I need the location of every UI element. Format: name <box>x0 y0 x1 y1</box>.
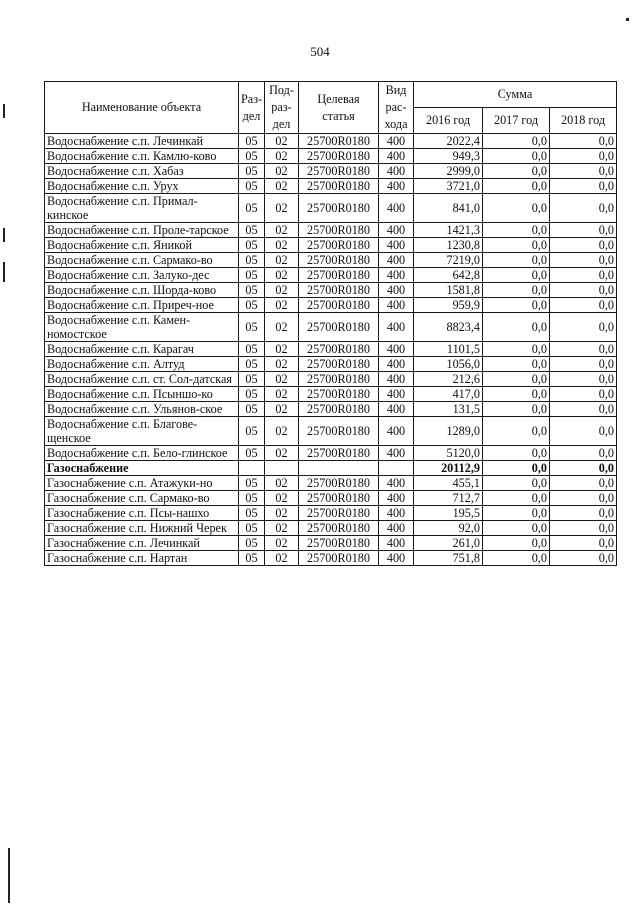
row-sum-2018: 0,0 <box>550 342 617 357</box>
row-sum-2016: 417,0 <box>414 387 483 402</box>
row-expense-type: 400 <box>379 223 414 238</box>
row-subsection: 02 <box>265 387 299 402</box>
row-sum-2017: 0,0 <box>483 521 550 536</box>
row-sum-2018: 0,0 <box>550 387 617 402</box>
row-sum-2017: 0,0 <box>483 461 550 476</box>
row-target: 25700R0180 <box>299 491 379 506</box>
row-name: Водоснабжение с.п. Примал-кинское <box>45 194 239 223</box>
row-sum-2017: 0,0 <box>483 298 550 313</box>
row-name: Водоснабжение с.п. Благове-щенское <box>45 417 239 446</box>
row-name: Водоснабжение с.п. Урух <box>45 179 239 194</box>
row-sum-2018: 0,0 <box>550 268 617 283</box>
table-row <box>45 387 617 402</box>
row-subsection: 02 <box>265 357 299 372</box>
row-target: 25700R0180 <box>299 521 379 536</box>
table-row <box>45 313 617 342</box>
row-section: 05 <box>239 283 265 298</box>
row-name: Водоснабжение с.п. Шорда-ково <box>45 283 239 298</box>
row-section: 05 <box>239 551 265 566</box>
table-row <box>45 536 617 551</box>
table-row <box>45 253 617 268</box>
row-expense-type: 400 <box>379 253 414 268</box>
row-sum-2016: 20112,9 <box>414 461 483 476</box>
row-target: 25700R0180 <box>299 446 379 461</box>
row-name: Газоснабжение с.п. Сармако-во <box>45 491 239 506</box>
row-sum-2018: 0,0 <box>550 417 617 446</box>
row-sum-2018: 0,0 <box>550 253 617 268</box>
row-section: 05 <box>239 357 265 372</box>
table-row <box>45 283 617 298</box>
row-sum-2018: 0,0 <box>550 149 617 164</box>
row-sum-2016: 949,3 <box>414 149 483 164</box>
row-name: Водоснабжение с.п. Лечинкай <box>45 134 239 149</box>
row-section: 05 <box>239 268 265 283</box>
row-sum-2016: 1056,0 <box>414 357 483 372</box>
row-expense-type: 400 <box>379 268 414 283</box>
row-sum-2016: 131,5 <box>414 402 483 417</box>
header-expense-type: Вид рас-хода <box>379 82 414 134</box>
row-target: 25700R0180 <box>299 238 379 253</box>
row-subsection: 02 <box>265 134 299 149</box>
row-sum-2017: 0,0 <box>483 223 550 238</box>
table-row <box>45 342 617 357</box>
table-row <box>45 223 617 238</box>
row-sum-2018: 0,0 <box>550 446 617 461</box>
row-name: Водоснабжение с.п. Псыншо-ко <box>45 387 239 402</box>
row-expense-type: 400 <box>379 476 414 491</box>
table-row <box>45 149 617 164</box>
scan-mark <box>3 262 5 282</box>
row-sum-2018: 0,0 <box>550 536 617 551</box>
row-expense-type: 400 <box>379 506 414 521</box>
row-sum-2018: 0,0 <box>550 194 617 223</box>
row-target <box>299 461 379 476</box>
row-target: 25700R0180 <box>299 476 379 491</box>
row-subsection: 02 <box>265 238 299 253</box>
table-row <box>45 298 617 313</box>
table-row <box>45 446 617 461</box>
row-sum-2016: 642,8 <box>414 268 483 283</box>
row-sum-2018: 0,0 <box>550 461 617 476</box>
row-section: 05 <box>239 387 265 402</box>
row-sum-2017: 0,0 <box>483 402 550 417</box>
row-expense-type: 400 <box>379 551 414 566</box>
row-sum-2018: 0,0 <box>550 134 617 149</box>
row-sum-2018: 0,0 <box>550 476 617 491</box>
row-sum-2017: 0,0 <box>483 491 550 506</box>
header-target: Целевая статья <box>299 82 379 134</box>
row-target: 25700R0180 <box>299 342 379 357</box>
row-target: 25700R0180 <box>299 253 379 268</box>
row-target: 25700R0180 <box>299 313 379 342</box>
header-2018: 2018 год <box>550 108 617 134</box>
row-expense-type: 400 <box>379 446 414 461</box>
row-expense-type: 400 <box>379 402 414 417</box>
row-sum-2017: 0,0 <box>483 164 550 179</box>
row-expense-type: 400 <box>379 536 414 551</box>
row-subsection: 02 <box>265 536 299 551</box>
row-expense-type: 400 <box>379 372 414 387</box>
row-subsection: 02 <box>265 402 299 417</box>
row-subsection: 02 <box>265 551 299 566</box>
row-subsection: 02 <box>265 298 299 313</box>
row-target: 25700R0180 <box>299 417 379 446</box>
row-sum-2016: 1581,8 <box>414 283 483 298</box>
header-2016: 2016 год <box>414 108 483 134</box>
row-sum-2016: 1230,8 <box>414 238 483 253</box>
row-subsection: 02 <box>265 223 299 238</box>
row-target: 25700R0180 <box>299 134 379 149</box>
row-name: Водоснабжение с.п. Камен-номостское <box>45 313 239 342</box>
row-subsection: 02 <box>265 506 299 521</box>
table-row <box>45 372 617 387</box>
row-sum-2017: 0,0 <box>483 387 550 402</box>
row-sum-2017: 0,0 <box>483 253 550 268</box>
row-sum-2016: 92,0 <box>414 521 483 536</box>
row-expense-type: 400 <box>379 357 414 372</box>
row-subsection <box>265 461 299 476</box>
row-name: Водоснабжение с.п. Ульянов-ское <box>45 402 239 417</box>
row-section: 05 <box>239 194 265 223</box>
row-expense-type: 400 <box>379 417 414 446</box>
row-sum-2018: 0,0 <box>550 491 617 506</box>
table-row <box>45 357 617 372</box>
row-subsection: 02 <box>265 268 299 283</box>
row-sum-2016: 1421,3 <box>414 223 483 238</box>
page-number: 504 <box>310 44 330 59</box>
row-sum-2016: 3721,0 <box>414 179 483 194</box>
row-subsection: 02 <box>265 372 299 387</box>
table-body <box>45 134 617 566</box>
table-row <box>45 417 617 446</box>
row-section: 05 <box>239 446 265 461</box>
table-row <box>45 521 617 536</box>
row-name: Водоснабжение с.п. Алтуд <box>45 357 239 372</box>
row-expense-type: 400 <box>379 179 414 194</box>
row-subsection: 02 <box>265 342 299 357</box>
row-sum-2018: 0,0 <box>550 551 617 566</box>
row-section: 05 <box>239 506 265 521</box>
row-section: 05 <box>239 313 265 342</box>
row-sum-2016: 2999,0 <box>414 164 483 179</box>
row-sum-2018: 0,0 <box>550 179 617 194</box>
row-sum-2017: 0,0 <box>483 357 550 372</box>
header-subsection: Под-раз-дел <box>265 82 299 134</box>
row-target: 25700R0180 <box>299 164 379 179</box>
row-sum-2016: 2022,4 <box>414 134 483 149</box>
row-sum-2017: 0,0 <box>483 283 550 298</box>
row-target: 25700R0180 <box>299 149 379 164</box>
row-section: 05 <box>239 179 265 194</box>
row-expense-type: 400 <box>379 149 414 164</box>
row-sum-2017: 0,0 <box>483 342 550 357</box>
row-subsection: 02 <box>265 179 299 194</box>
row-name: Газоснабжение <box>45 461 239 476</box>
row-sum-2018: 0,0 <box>550 223 617 238</box>
row-section: 05 <box>239 134 265 149</box>
row-expense-type: 400 <box>379 342 414 357</box>
row-sum-2016: 5120,0 <box>414 446 483 461</box>
row-subsection: 02 <box>265 417 299 446</box>
row-target: 25700R0180 <box>299 194 379 223</box>
row-sum-2016: 1101,5 <box>414 342 483 357</box>
row-sum-2018: 0,0 <box>550 313 617 342</box>
row-name: Газоснабжение с.п. Атажуки-но <box>45 476 239 491</box>
scan-mark <box>8 848 10 903</box>
row-expense-type: 400 <box>379 134 414 149</box>
row-sum-2017: 0,0 <box>483 268 550 283</box>
header-section: Раз-дел <box>239 82 265 134</box>
row-section: 05 <box>239 164 265 179</box>
row-sum-2017: 0,0 <box>483 238 550 253</box>
row-sum-2016: 455,1 <box>414 476 483 491</box>
table-row <box>45 551 617 566</box>
row-subsection: 02 <box>265 149 299 164</box>
row-name: Водоснабжение с.п. Яникой <box>45 238 239 253</box>
row-sum-2018: 0,0 <box>550 372 617 387</box>
row-expense-type: 400 <box>379 164 414 179</box>
row-name: Газоснабжение с.п. Нижний Черек <box>45 521 239 536</box>
row-expense-type <box>379 461 414 476</box>
row-section: 05 <box>239 372 265 387</box>
table-row <box>45 134 617 149</box>
row-expense-type: 400 <box>379 521 414 536</box>
row-sum-2018: 0,0 <box>550 298 617 313</box>
row-sum-2017: 0,0 <box>483 446 550 461</box>
row-sum-2016: 712,7 <box>414 491 483 506</box>
row-sum-2018: 0,0 <box>550 506 617 521</box>
row-name: Водоснабжение с.п. Проле-тарское <box>45 223 239 238</box>
row-target: 25700R0180 <box>299 357 379 372</box>
row-sum-2016: 1289,0 <box>414 417 483 446</box>
row-name: Водоснабжение с.п. Залуко-дес <box>45 268 239 283</box>
row-target: 25700R0180 <box>299 536 379 551</box>
row-sum-2016: 7219,0 <box>414 253 483 268</box>
row-sum-2017: 0,0 <box>483 372 550 387</box>
row-section: 05 <box>239 238 265 253</box>
row-target: 25700R0180 <box>299 268 379 283</box>
budget-table <box>44 81 617 566</box>
row-subsection: 02 <box>265 164 299 179</box>
row-subsection: 02 <box>265 313 299 342</box>
row-sum-2017: 0,0 <box>483 194 550 223</box>
scan-mark <box>3 104 5 118</box>
row-section: 05 <box>239 536 265 551</box>
row-subsection: 02 <box>265 446 299 461</box>
table-row <box>45 179 617 194</box>
row-subsection: 02 <box>265 253 299 268</box>
row-expense-type: 400 <box>379 238 414 253</box>
row-expense-type: 400 <box>379 283 414 298</box>
row-sum-2016: 8823,4 <box>414 313 483 342</box>
row-expense-type: 400 <box>379 313 414 342</box>
row-sum-2017: 0,0 <box>483 551 550 566</box>
row-target: 25700R0180 <box>299 506 379 521</box>
row-expense-type: 400 <box>379 491 414 506</box>
row-target: 25700R0180 <box>299 387 379 402</box>
row-section: 05 <box>239 253 265 268</box>
row-sum-2016: 841,0 <box>414 194 483 223</box>
row-subsection: 02 <box>265 194 299 223</box>
header-name: Наименование объекта <box>45 82 239 134</box>
table-row <box>45 476 617 491</box>
row-target: 25700R0180 <box>299 372 379 387</box>
row-sum-2018: 0,0 <box>550 283 617 298</box>
row-sum-2017: 0,0 <box>483 417 550 446</box>
row-target: 25700R0180 <box>299 551 379 566</box>
row-sum-2018: 0,0 <box>550 357 617 372</box>
row-section: 05 <box>239 521 265 536</box>
row-target: 25700R0180 <box>299 179 379 194</box>
row-expense-type: 400 <box>379 194 414 223</box>
table-row <box>45 268 617 283</box>
row-sum-2018: 0,0 <box>550 238 617 253</box>
row-name: Газоснабжение с.п. Нартан <box>45 551 239 566</box>
row-target: 25700R0180 <box>299 223 379 238</box>
row-sum-2017: 0,0 <box>483 179 550 194</box>
scan-mark <box>626 18 629 21</box>
row-name: Газоснабжение с.п. Псы-нашхо <box>45 506 239 521</box>
row-sum-2016: 959,9 <box>414 298 483 313</box>
row-section: 05 <box>239 298 265 313</box>
table-row <box>45 402 617 417</box>
table-row <box>45 506 617 521</box>
row-sum-2016: 261,0 <box>414 536 483 551</box>
row-section: 05 <box>239 491 265 506</box>
row-name: Водоснабжение с.п. Бело-глинское <box>45 446 239 461</box>
scan-mark <box>3 228 5 242</box>
row-expense-type: 400 <box>379 298 414 313</box>
row-name: Водоснабжение с.п. ст. Сол-датская <box>45 372 239 387</box>
row-sum-2018: 0,0 <box>550 402 617 417</box>
row-sum-2018: 0,0 <box>550 521 617 536</box>
table-row <box>45 461 617 476</box>
header-sum: Сумма <box>414 82 617 108</box>
row-name: Водоснабжение с.п. Карагач <box>45 342 239 357</box>
row-section: 05 <box>239 223 265 238</box>
row-sum-2017: 0,0 <box>483 506 550 521</box>
row-sum-2017: 0,0 <box>483 313 550 342</box>
table-row <box>45 238 617 253</box>
row-sum-2017: 0,0 <box>483 134 550 149</box>
row-section <box>239 461 265 476</box>
table-row <box>45 164 617 179</box>
row-subsection: 02 <box>265 491 299 506</box>
table-row <box>45 194 617 223</box>
row-section: 05 <box>239 417 265 446</box>
row-target: 25700R0180 <box>299 283 379 298</box>
row-sum-2016: 212,6 <box>414 372 483 387</box>
row-section: 05 <box>239 402 265 417</box>
row-subsection: 02 <box>265 476 299 491</box>
row-sum-2016: 751,8 <box>414 551 483 566</box>
table-header-row <box>45 82 617 108</box>
row-target: 25700R0180 <box>299 298 379 313</box>
row-target: 25700R0180 <box>299 402 379 417</box>
row-section: 05 <box>239 149 265 164</box>
row-sum-2017: 0,0 <box>483 476 550 491</box>
row-name: Водоснабжение с.п. Камлю-ково <box>45 149 239 164</box>
row-subsection: 02 <box>265 521 299 536</box>
row-section: 05 <box>239 476 265 491</box>
row-sum-2018: 0,0 <box>550 164 617 179</box>
row-expense-type: 400 <box>379 387 414 402</box>
row-sum-2017: 0,0 <box>483 536 550 551</box>
row-name: Водоснабжение с.п. Сармако-во <box>45 253 239 268</box>
row-name: Водоснабжение с.п. Приреч-ное <box>45 298 239 313</box>
row-name: Газоснабжение с.п. Лечинкай <box>45 536 239 551</box>
row-subsection: 02 <box>265 283 299 298</box>
row-section: 05 <box>239 342 265 357</box>
table-row <box>45 491 617 506</box>
header-2017: 2017 год <box>483 108 550 134</box>
row-sum-2017: 0,0 <box>483 149 550 164</box>
row-sum-2016: 195,5 <box>414 506 483 521</box>
row-name: Водоснабжение с.п. Хабаз <box>45 164 239 179</box>
